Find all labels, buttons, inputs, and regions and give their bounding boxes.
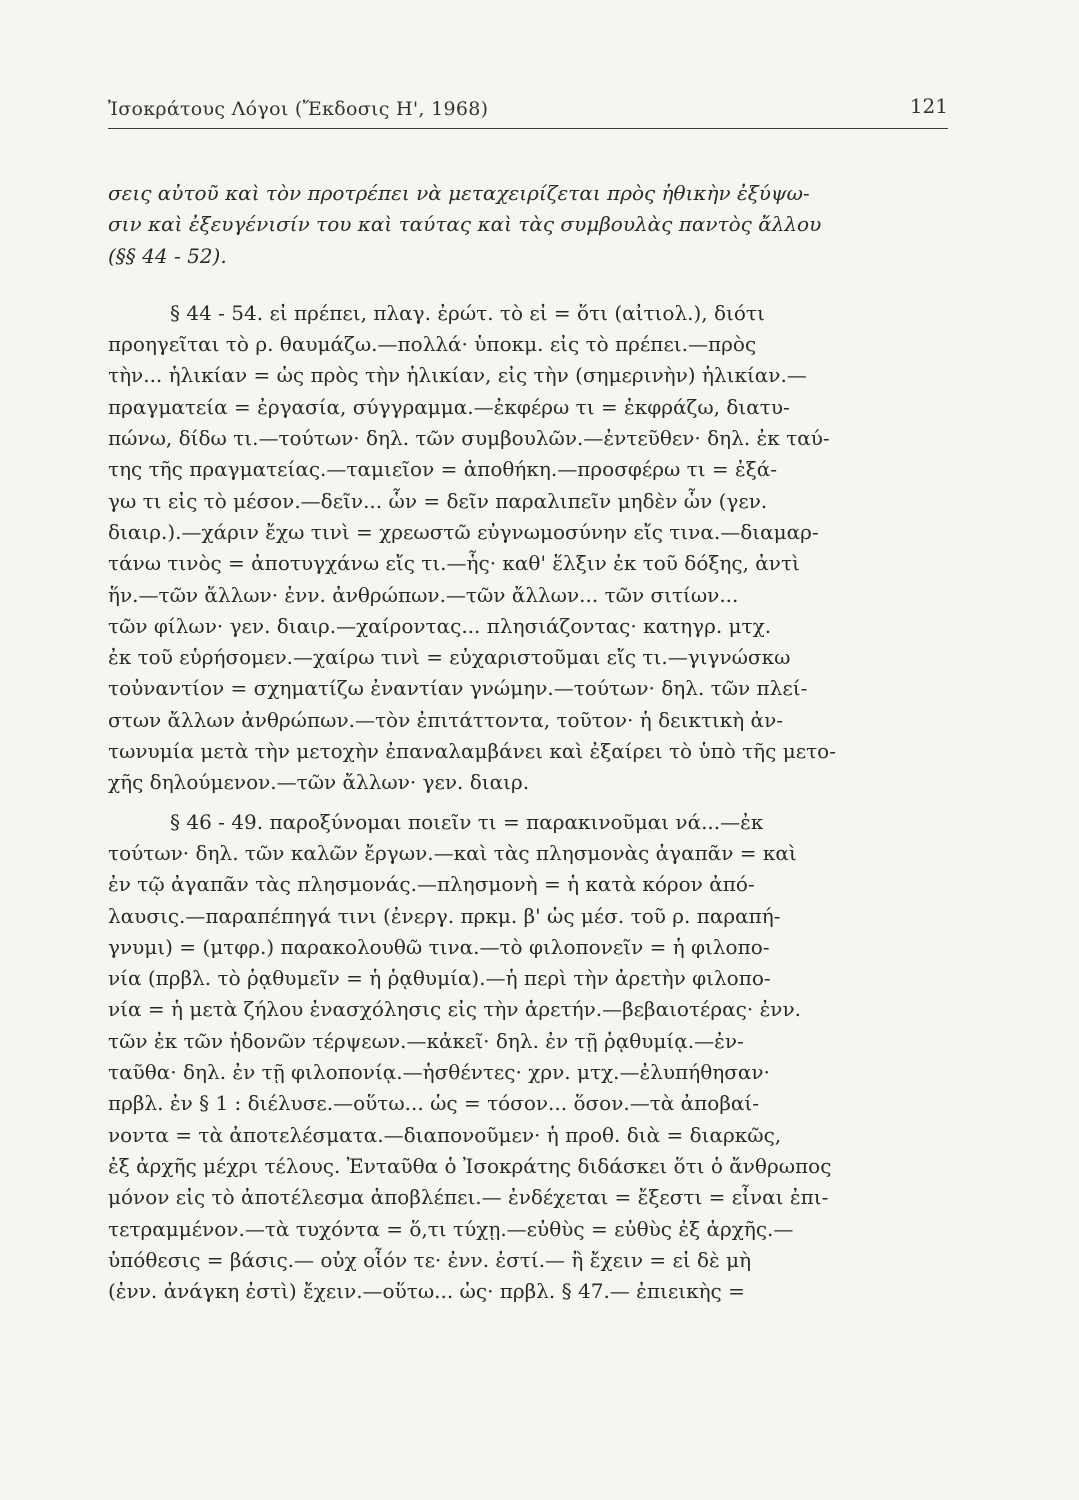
page-body <box>108 178 948 1307</box>
text-line: λαυσις.—παραπέπηγά τινι (ἐνεργ. πρκμ. β' ὡς μέσ. τοῦ ρ. παραπή- <box>108 903 781 928</box>
text-line: προηγεῖται τὸ ρ. θαυμάζω.—πολλά· ὑποκμ. εἰς τὸ πρέπει.—πρὸς <box>108 332 757 357</box>
text-line: τὴν... ἡλικίαν = ὡς πρὸς τὴν ἡλικίαν, εἰς τὴν (σημερινὴν) ἡλικίαν.— <box>108 363 807 388</box>
text-line: νοντα = τὰ ἀποτελέσματα.—διαπονοῦμεν· ἡ προθ. διὰ = διαρκῶς, <box>108 1122 782 1147</box>
text-line: ἐξ ἀρχῆς μέχρι τέλους. Ἐνταῦθα ὁ Ἰσοκράτης διδάσκει ὅτι ὁ ἄνθρωπος <box>108 1153 832 1178</box>
text-line: τῶν φίλων· γεν. διαιρ.—χαίροντας... πλησιάζοντας· κατηγρ. μτχ. <box>108 613 772 638</box>
text-line: τετραμμένον.—τὰ τυχόντα = ὅ,τι τύχῃ.—εὐθὺς = εὐθὺς ἐξ ἀρχῆς.— <box>108 1216 794 1241</box>
page-header <box>108 94 948 129</box>
section-46-paragraph <box>108 807 948 1308</box>
section-44-paragraph <box>108 298 948 799</box>
text-line: (§§ 44 - 52). <box>108 243 227 268</box>
text-line: ἐν τῷ ἀγαπᾶν τὰς πλησμονάς.—πλησμονὴ = ἡ κατὰ κόρον ἀπό- <box>108 872 755 897</box>
text-line: τούτων· δηλ. τῶν καλῶν ἔργων.—καὶ τὰς πλησμονὰς ἀγαπᾶν = καὶ <box>108 840 797 865</box>
text-line: τοὐναντίον = σχηματίζω ἐναντίαν γνώμην.—τούτων· δηλ. τῶν πλεί- <box>108 676 808 701</box>
text-line: (ἐνν. ἀνάγκη ἐστὶ) ἔχειν.—οὕτω... ὡς· πρβλ. § 47.— ἐπιεικὴς = <box>108 1279 745 1304</box>
text-line: § 44 - 54. εἰ πρέπει, πλαγ. ἐρώτ. τὸ εἰ = ὅτι (αἰτιολ.), διότι <box>170 300 765 325</box>
page-header-title: Ἰσοκράτους Λόγοι (Ἔκδοσις Η', 1968) <box>108 98 489 120</box>
text-line: σιν καὶ ἐξευγένισίν του καὶ ταύτας καὶ τὰς συμβουλὰς παντὸς ἄλλου <box>108 212 822 237</box>
text-line: ἐκ τοῦ εὑρήσομεν.—χαίρω τινὶ = εὐχαριστοῦμαι εἴς τι.—γιγνώσκω <box>108 645 791 670</box>
text-line: διαιρ.).—χάριν ἔχω τινὶ = χρεωστῶ εὐγνωμοσύνην εἴς τινα.—διαμαρ- <box>108 519 819 544</box>
text-line: πρβλ. ἐν § 1 : διέλυσε.—οὕτω... ὡς = τόσον... ὅσον.—τὰ ἀποβαί- <box>108 1091 759 1116</box>
text-line: χῆς δηλούμενον.—τῶν ἄλλων· γεν. διαιρ. <box>108 770 530 795</box>
text-line: νία (πρβλ. τὸ ῥᾳθυμεῖν = ἡ ῥᾳθυμία).—ἡ περὶ τὴν ἀρετὴν φιλοπο- <box>108 966 771 991</box>
page-number: 121 <box>909 94 948 118</box>
text-line: τάνω τινὸς = ἀποτυγχάνω εἴς τι.—ἧς· καθ' ἕλξιν ἐκ τοῦ δόξης, ἀντὶ <box>108 551 800 576</box>
text-line: της τῆς πραγματείας.—ταμιεῖον = ἀποθήκη.—προσφέρω τι = ἐξά- <box>108 457 778 482</box>
text-line: σεις αὐτοῦ καὶ τὸν προτρέπει νὰ μεταχειρίζεται πρὸς ἠθικὴν ἐξύψω- <box>108 181 810 205</box>
text-line: ὑπόθεσις = βάσις.— οὐχ οἷόν τε· ἐνν. ἐστί.— ἢ ἔχειν = εἰ δὲ μὴ <box>108 1247 752 1272</box>
text-line: τωνυμία μετὰ τὴν μετοχὴν ἐπαναλαμβάνει καὶ ἐξαίρει τὸ ὑπὸ τῆς μετο- <box>108 739 836 764</box>
text-line: νία = ἡ μετὰ ζήλου ἐνασχόλησις εἰς τὴν ἀρετήν.—βεβαιοτέρας· ἐνν. <box>108 997 801 1022</box>
text-line: τῶν ἐκ τῶν ἡδονῶν τέρψεων.—κἀκεῖ· δηλ. ἐν τῇ ῥᾳθυμίᾳ.—ἐν- <box>108 1028 744 1053</box>
intro-paragraph <box>108 178 948 272</box>
text-line: γω τι εἰς τὸ μέσον.—δεῖν... ὧν = δεῖν παραλιπεῖν μηδὲν ὧν (γεν. <box>108 488 768 513</box>
text-line: § 46 - 49. παροξύνομαι ποιεῖν τι = παρακινοῦμαι νά...—ἐκ <box>170 809 764 834</box>
text-line: ἥν.—τῶν ἄλλων· ἐνν. ἀνθρώπων.—τῶν ἄλλων... τῶν σιτίων... <box>108 582 739 607</box>
text-line: πώνω, δίδω τι.—τούτων· δηλ. τῶν συμβουλῶν.—ἐντεῦθεν· δηλ. ἐκ ταύ- <box>108 426 830 451</box>
text-line: ταῦθα· δηλ. ἐν τῇ φιλοπονίᾳ.—ἡσθέντες· χρν. μτχ.—ἐλυπήθησαν· <box>108 1060 770 1085</box>
text-line: πραγματεία = ἐργασία, σύγγραμμα.—ἐκφέρω τι = ἐκφράζω, διατυ- <box>108 394 790 419</box>
text-line: γνυμι) = (μτφρ.) παρακολουθῶ τινα.—τὸ φιλοπονεῖν = ἡ φιλοπο- <box>108 934 770 959</box>
text-line: μόνον εἰς τὸ ἀποτέλεσμα ἀποβλέπει.— ἐνδέχεται = ἔξεστι = εἶναι ἐπι- <box>108 1185 829 1210</box>
text-line: στων ἄλλων ἀνθρώπων.—τὸν ἐπιτάττοντα, τοῦτον· ἡ δεικτικὴ ἀν- <box>108 707 783 732</box>
